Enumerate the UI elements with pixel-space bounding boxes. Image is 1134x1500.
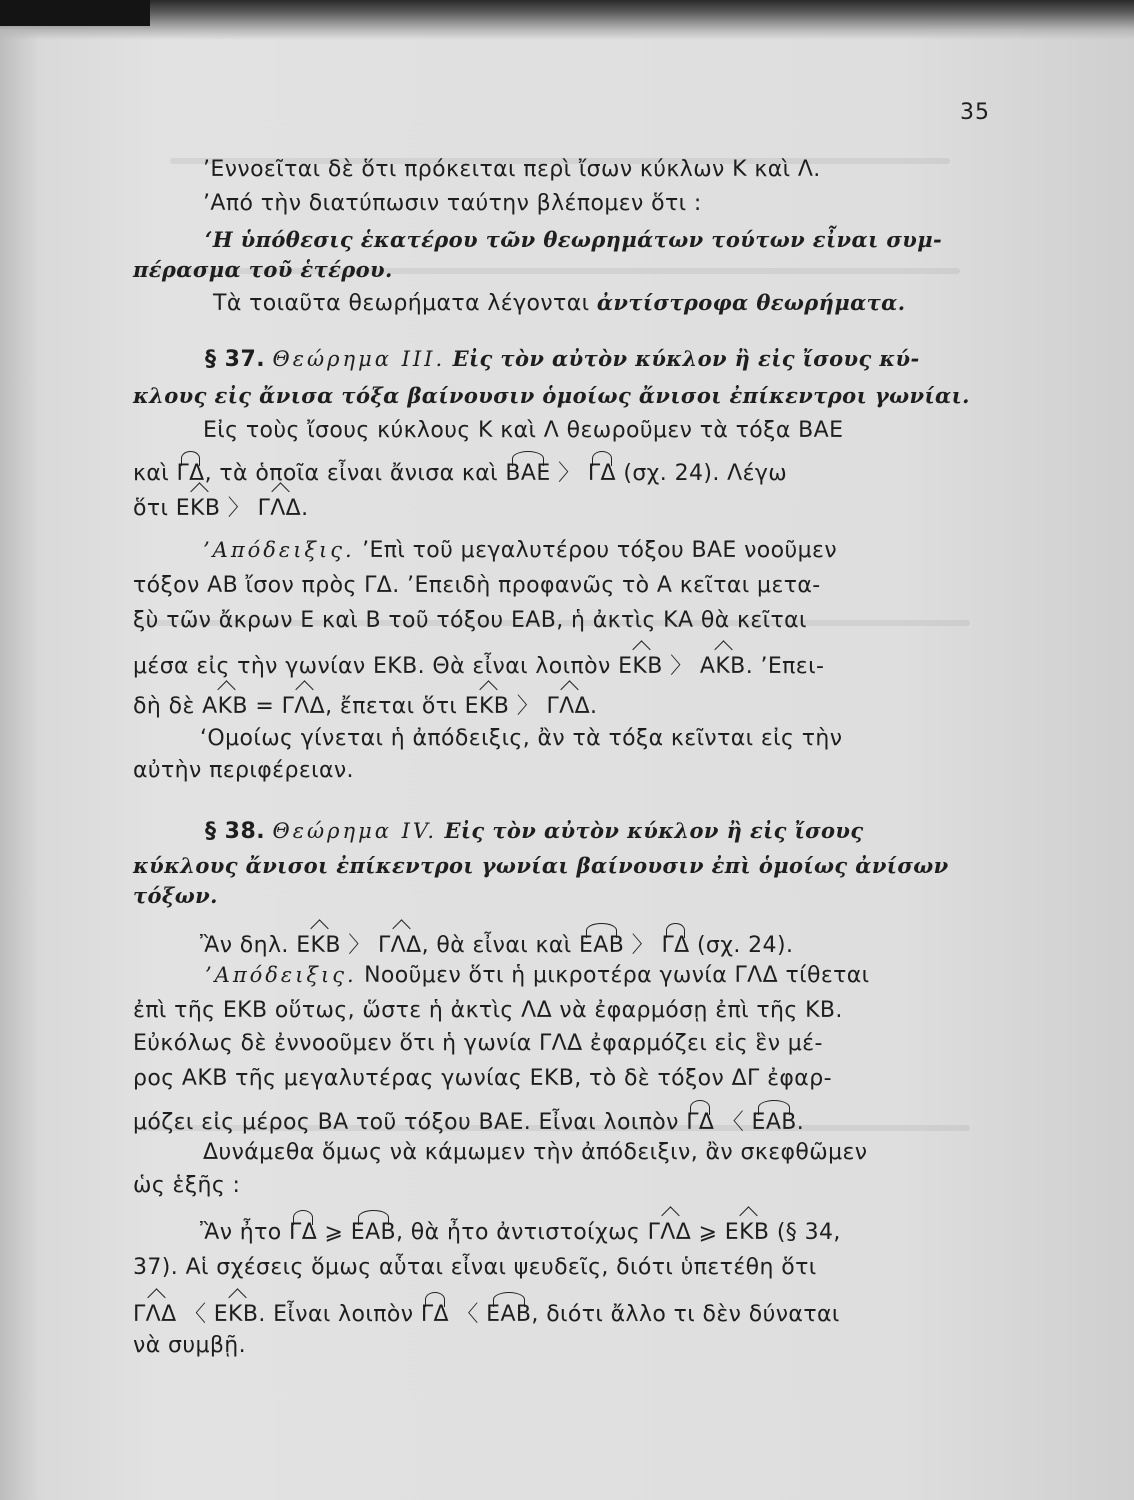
arc-symbol: ΓΔ (661, 933, 690, 958)
text-line: ρος ΑΚΒ τῆς μεγαλυτέρας γωνίας ΕΚΒ, τὸ δὲ τόξον ΔΓ ἐφαρ- (133, 1066, 832, 1091)
scan-top-shadow (0, 0, 1134, 40)
arc-symbol: ΕΑΒ (751, 1110, 797, 1135)
text-line (133, 1105, 804, 1136)
arc-symbol: ΓΔ (686, 1110, 715, 1135)
angle-symbol: ΓΛΔ (133, 1302, 177, 1327)
text: , ἔπεται ὅτι (325, 694, 465, 719)
theorem-label: Θεώρημα IV. (272, 819, 438, 843)
text-line: ’Εννοεῖται δὲ ὅτι πρόκειται περὶ ἴσων κύκλων Κ καὶ Λ. (203, 157, 821, 182)
text-line: ξὺ τῶν ἄκρων Ε καὶ Β τοῦ τόξου ΕΑΒ, ἡ ἀκτὶς ΚΑ θὰ κεῖται (133, 608, 807, 633)
theorem-statement: Εἰς τὸν αὐτὸν κύκλον ἢ εἰς ἴσους (444, 818, 864, 843)
text-line: ὡς ἑξῆς : (133, 1173, 241, 1198)
relation: ⩾ (317, 1220, 351, 1245)
relation: 〉 (220, 496, 258, 521)
text-line: Εἰς τοὺς ἴσους κύκλους Κ καὶ Λ θεωροῦμεν τὰ τόξα ΒΑΕ (203, 418, 844, 443)
angle-symbol: ΓΛΔ (257, 496, 302, 521)
angle-symbol: ΓΛΔ (281, 694, 326, 719)
theorem-label: Θεώρημα III. (272, 347, 446, 371)
section-number: § 38. (205, 819, 266, 844)
relation: 〈 (176, 1302, 214, 1327)
text: . Εἶναι λοιπὸν (258, 1302, 421, 1327)
text: (σχ. 24). (689, 933, 794, 958)
text-line-italic: κύκλους ἄνισοι ἐπίκεντροι γωνίαι βαίνουσιν ἐπὶ ὁμοίως ἀνίσων (133, 853, 949, 878)
relation: 〉 (550, 461, 588, 486)
text: . (590, 694, 598, 719)
text: μόζει εἰς μέρος ΒΑ τοῦ τόξου ΒΑΕ. Εἶναι λοιπὸν (133, 1110, 687, 1135)
text-line (200, 928, 793, 959)
text-line (213, 290, 905, 316)
text-line: Δυνάμεθα ὅμως νὰ κάμωμεν τὴν ἀπόδειξιν, ἂν σκεφθῶμεν (203, 1140, 868, 1165)
text: . (301, 496, 309, 521)
angle-symbol: ΓΛΔ (378, 933, 422, 958)
angle-symbol: ΓΛΔ (546, 694, 591, 719)
text-line-italic: κλους εἰς ἄνισα τόξα βαίνουσιν ὁμοίως ἄνισοι ἐπίκεντροι γωνίαι. (133, 383, 970, 408)
scan-corner (0, 0, 150, 26)
text-line-italic: πέρασμα τοῦ ἑτέρου. (133, 257, 393, 282)
relation: 〉 (662, 654, 700, 679)
text: Ἂν ἦτο (200, 1220, 290, 1245)
page-number: 35 (960, 100, 990, 125)
text: . ’Επει- (745, 654, 825, 679)
arc-symbol: ΓΔ (289, 1220, 318, 1245)
arc-symbol: ΓΔ (420, 1302, 449, 1327)
arc-symbol: ΒΑΕ (505, 461, 551, 486)
theorem-statement: Εἰς τὸν αὐτὸν κύκλον ἢ εἰς ἴσους κύ- (452, 346, 920, 371)
text-line (133, 689, 597, 720)
text-line: αὐτὴν περιφέρειαν. (133, 758, 354, 783)
angle-symbol: ΕΚΒ (464, 694, 510, 719)
text-line (200, 1220, 841, 1245)
text-line: Εὐκόλως δὲ ἐννοοῦμεν ὅτι ἡ γωνία ΓΛΔ ἐφαρμόζει εἰς ἓν μέ- (133, 1031, 823, 1056)
arc-symbol: ΓΔ (587, 461, 616, 486)
text: καὶ (133, 461, 177, 486)
relation: ⩾ (691, 1220, 725, 1245)
theorem-heading (205, 346, 920, 372)
text: ὅτι (133, 496, 176, 521)
text-line: τόξον ΑΒ ἴσον πρὸς ΓΔ. ’Επειδὴ προφανῶς τὸ Α κεῖται μετα- (133, 573, 821, 598)
arc-symbol: ΓΔ (176, 461, 205, 486)
text-line (203, 538, 837, 563)
relation: 〉 (509, 694, 547, 719)
text-line (133, 1297, 840, 1328)
arc-symbol: ΕΑΒ (486, 1302, 532, 1327)
angle-symbol: ΕΚΒ (296, 933, 341, 958)
text: μέσα εἰς τὴν γωνίαν ΕΚΒ. Θὰ εἶναι λοιπὸν (133, 654, 619, 679)
theorem-heading (205, 818, 864, 844)
angle-symbol: ΓΛΔ (647, 1220, 692, 1245)
text: (σχ. 24). Λέγω (615, 461, 788, 486)
text-line: ‘Ομοίως γίνεται ἡ ἀπόδειξις, ἂν τὰ τόξα κεῖνται εἰς τὴν (200, 726, 843, 751)
relation: = (247, 694, 282, 719)
text-line (133, 456, 787, 487)
text-line: 37). Αἱ σχέσεις ὅμως αὗται εἶναι ψευδεῖς, διότι ὑπετέθη ὅτι (133, 1255, 817, 1280)
text: , τὰ ὁποῖα εἶναι ἄνισα καὶ (204, 461, 506, 486)
text: , θὰ εἶναι καὶ (421, 933, 579, 958)
section-number: § 37. (205, 347, 266, 372)
term-italic: ἀντίστροφα θεωρήματα. (596, 290, 906, 315)
relation: 〈 (714, 1110, 752, 1135)
text-line-italic: ‘Η ὑπόθεσις ἑκατέρου τῶν θεωρημάτων τούτων εἶναι συμ- (205, 227, 943, 252)
arc-symbol: ΕΑΒ (579, 933, 625, 958)
text: (§ 34, (769, 1220, 841, 1245)
text-line: νὰ συμβῇ. (133, 1333, 247, 1358)
relation: 〉 (340, 933, 379, 958)
text-line: ’Από τὴν διατύπωσιν ταύτην βλέπομεν ὅτι : (203, 191, 702, 216)
angle-symbol: ΕΚΒ (724, 1220, 770, 1245)
relation: 〉 (624, 933, 662, 958)
proof-label: ’Απόδειξις. (203, 538, 355, 562)
text-line (205, 963, 870, 988)
text-line-italic: τόξων. (133, 883, 218, 908)
text: , θὰ ἦτο ἀντιστοίχως (396, 1220, 648, 1245)
angle-symbol: ΕΚΒ (213, 1302, 259, 1327)
proof-label: ’Απόδειξις. (205, 963, 357, 987)
text-line (133, 649, 824, 680)
angle-symbol: ΑΚΒ (699, 654, 746, 679)
text: . (796, 1110, 805, 1135)
text-line: ἐπὶ τῆς ΕΚΒ οὕτως, ὥστε ἡ ἀκτὶς ΛΔ νὰ ἐφαρμόσῃ ἐπὶ τῆς ΚΒ. (133, 998, 843, 1023)
arc-symbol: ΕΑΒ (350, 1220, 397, 1245)
angle-symbol: ΕΚΒ (618, 654, 663, 679)
text: Ἂν δηλ. (200, 933, 297, 958)
text: Τὰ τοιαῦτα θεωρήματα λέγονται (213, 291, 597, 316)
angle-symbol: ΑΚΒ (202, 694, 248, 719)
text: , διότι ἄλλο τι δὲν δύναται (531, 1302, 840, 1327)
angle-symbol: ΕΚΒ (175, 496, 221, 521)
relation: 〈 (448, 1302, 487, 1327)
text: Νοοῦμεν ὅτι ἡ μικροτέρα γωνία ΓΛΔ τίθεται (356, 963, 870, 988)
text-line (133, 491, 309, 522)
text: ’Επὶ τοῦ μεγαλυτέρου τόξου ΒΑΕ νοοῦμεν (354, 538, 838, 563)
text: δὴ δὲ (133, 694, 203, 719)
